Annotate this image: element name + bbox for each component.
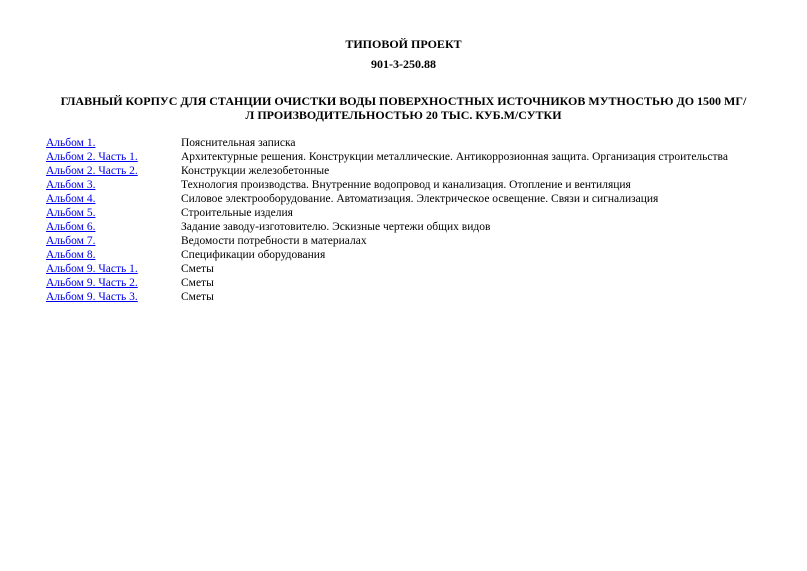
album-link[interactable]: Альбом 9. Часть 1. — [46, 263, 138, 275]
album-description: Сметы — [181, 291, 214, 303]
album-link[interactable]: Альбом 3. — [46, 179, 96, 191]
list-item — [46, 192, 766, 206]
album-link[interactable]: Альбом 1. — [46, 137, 96, 149]
list-item — [46, 248, 766, 262]
album-description: Сметы — [181, 277, 214, 289]
album-description: Технология производства. Внутренние водопровод и канализация. Отопление и вентиляция — [181, 179, 631, 191]
album-description: Спецификации оборудования — [181, 249, 326, 261]
album-link[interactable]: Альбом 4. — [46, 193, 96, 205]
album-description: Задание заводу-изготовителю. Эскизные чертежи общих видов — [181, 221, 491, 233]
list-item — [46, 290, 766, 304]
album-link[interactable]: Альбом 8. — [46, 249, 96, 261]
album-description: Конструкции железобетонные — [181, 165, 330, 177]
album-description: Силовое электрооборудование. Автоматизация. Электрическое освещение. Связи и сигнализация — [181, 193, 659, 205]
list-item — [46, 164, 766, 178]
list-item — [46, 150, 766, 164]
list-item — [46, 178, 766, 192]
document-number-heading: 901-3-250.88 — [371, 57, 436, 71]
album-link[interactable]: Альбом 6. — [46, 221, 96, 233]
album-description: Строительные изделия — [181, 207, 293, 219]
album-link[interactable]: Альбом 5. — [46, 207, 96, 219]
list-item — [46, 262, 766, 276]
album-link[interactable]: Альбом 9. Часть 2. — [46, 277, 138, 289]
album-description: Пояснительная записка — [181, 137, 296, 149]
list-item — [46, 234, 766, 248]
album-link[interactable]: Альбом 9. Часть 3. — [46, 291, 138, 303]
list-item — [46, 206, 766, 220]
list-item — [46, 136, 766, 150]
album-link[interactable]: Альбом 2. Часть 1. — [46, 151, 138, 163]
list-item — [46, 220, 766, 234]
document-title: ГЛАВНЫЙ КОРПУС ДЛЯ СТАНЦИИ ОЧИСТКИ ВОДЫ ПОВЕРХНОСТНЫХ ИСТОЧНИКОВ МУТНОСТЬЮ ДО 1500 МГ/Л ПРОИЗВОДИТЕЛЬНОСТЬЮ 20 ТЫС. КУБ.М/СУТКИ — [60, 94, 747, 122]
album-description: Архитектурные решения. Конструкции металлические. Антикоррозионная защита. Организация строительства — [181, 151, 728, 163]
album-list — [46, 136, 766, 304]
list-item — [46, 276, 766, 290]
album-description: Ведомости потребности в материалах — [181, 235, 367, 247]
album-description: Сметы — [181, 263, 214, 275]
album-link[interactable]: Альбом 7. — [46, 235, 96, 247]
document-type-heading: ТИПОВОЙ ПРОЕКТ — [345, 37, 462, 51]
album-link[interactable]: Альбом 2. Часть 2. — [46, 165, 138, 177]
